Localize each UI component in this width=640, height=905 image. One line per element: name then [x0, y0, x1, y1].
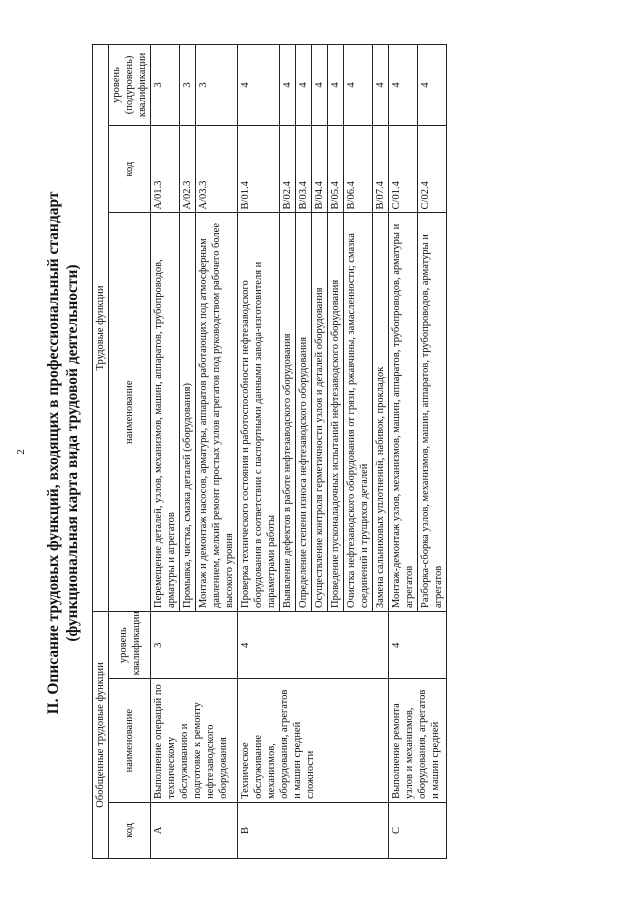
function-name: Проверка технического состояния и работоспособности нефтезаводского оборудования в соответствии с паспортными данными завода-изготовителя и параметрами работы — [238, 213, 280, 612]
group-level: 4 — [389, 612, 447, 679]
header-level: уровень квалификации — [109, 612, 151, 679]
function-name: Осуществление контроля герметичности узлов и деталей оборудования — [312, 213, 328, 612]
function-name: Замена сальниковых уплотнений, набивок, прокладок — [373, 213, 389, 612]
group-name: Выполнение ремонта узлов и механизмов, оборудования, агрегатов и машин средней — [389, 679, 447, 803]
function-level: 4 — [389, 45, 418, 126]
function-code: A/03.3 — [196, 125, 238, 213]
function-level: 4 — [312, 45, 328, 126]
group-code: B — [238, 802, 389, 858]
function-code: B/07.4 — [373, 125, 389, 213]
function-name: Перемещение деталей, узлов, механизмов, машин, аппаратов, трубопроводов, арматуры и агрегатов — [151, 213, 180, 612]
function-name: Очистка нефтезаводского оборудования от грязи, ржавчины, замасленности; смазка соединений и трущихся деталей — [344, 213, 373, 612]
function-code: B/04.4 — [312, 125, 328, 213]
function-level: 4 — [344, 45, 373, 126]
function-name: Выявление дефектов в работе нефтезаводского оборудования — [280, 213, 296, 612]
function-code: B/05.4 — [328, 125, 344, 213]
function-code: B/01.4 — [238, 125, 280, 213]
function-level: 3 — [196, 45, 238, 126]
function-level: 4 — [296, 45, 312, 126]
header-sublevel: уровень (подуровень) квалификации — [109, 45, 151, 126]
header-name: наименование — [109, 679, 151, 803]
function-code: C/02.4 — [418, 125, 447, 213]
function-name: Разборка-сборка узлов, механизмов, машин, аппаратов, трубопроводов, арматуры и агрегатов — [418, 213, 447, 612]
table-body — [151, 45, 447, 859]
page-number: 2 — [14, 449, 27, 455]
function-name: Промывка, чистка, смазка деталей (оборудования) — [180, 213, 196, 612]
function-level: 4 — [280, 45, 296, 126]
header-function-code: код — [109, 125, 151, 213]
header-generalized: Обобщенные трудовые функции — [93, 612, 109, 859]
function-name: Монтаж и демонтаж насосов, арматуры, аппаратов работающих под атмосферным давлением, мелкий ремонт простых узлов агрегатов под руководством рабочего более высокого уровня — [196, 213, 238, 612]
function-name: Определение степени износа нефтезаводского оборудования — [296, 213, 312, 612]
group-code: C — [389, 802, 447, 858]
function-code: A/01.3 — [151, 125, 180, 213]
header-labor: Трудовые функции — [93, 45, 109, 612]
group-code: A — [151, 802, 238, 858]
function-code: B/03.4 — [296, 125, 312, 213]
table-row — [389, 45, 418, 859]
function-level: 4 — [373, 45, 389, 126]
group-name: Техническое обслуживание механизмов, оборудования, агрегатов и машин средней сложности — [238, 679, 389, 803]
function-level: 4 — [328, 45, 344, 126]
function-level: 3 — [151, 45, 180, 126]
title-line-1: II. Описание трудовых функций, входящих в профессиональный стандарт — [45, 191, 62, 715]
group-level: 4 — [238, 612, 389, 679]
header-code: код — [109, 802, 151, 858]
function-level: 4 — [418, 45, 447, 126]
function-code: B/06.4 — [344, 125, 373, 213]
function-name: Проведение пусконаладочных испытаний нефтезаводского оборудования — [328, 213, 344, 612]
function-level: 3 — [180, 45, 196, 126]
function-code: A/02.3 — [180, 125, 196, 213]
table-row — [151, 45, 180, 859]
function-code: C/01.4 — [389, 125, 418, 213]
section-title — [44, 93, 82, 813]
function-code: B/02.4 — [280, 125, 296, 213]
function-level: 4 — [238, 45, 280, 126]
table-row — [238, 45, 280, 859]
group-name: Выполнение операций по техническому обслуживанию и подготовке к ремонту нефтезаводского оборудования — [151, 679, 238, 803]
group-level: 3 — [151, 612, 238, 679]
function-name: Монтаж-демонтаж узлов, механизмов, машин, аппаратов, трубопроводов, арматуры и агрегатов — [389, 213, 418, 612]
functional-map-table — [92, 44, 447, 859]
title-line-2: (функциональная карта вида трудовой деятельности) — [64, 264, 81, 642]
header-function-name: наименование — [109, 213, 151, 612]
